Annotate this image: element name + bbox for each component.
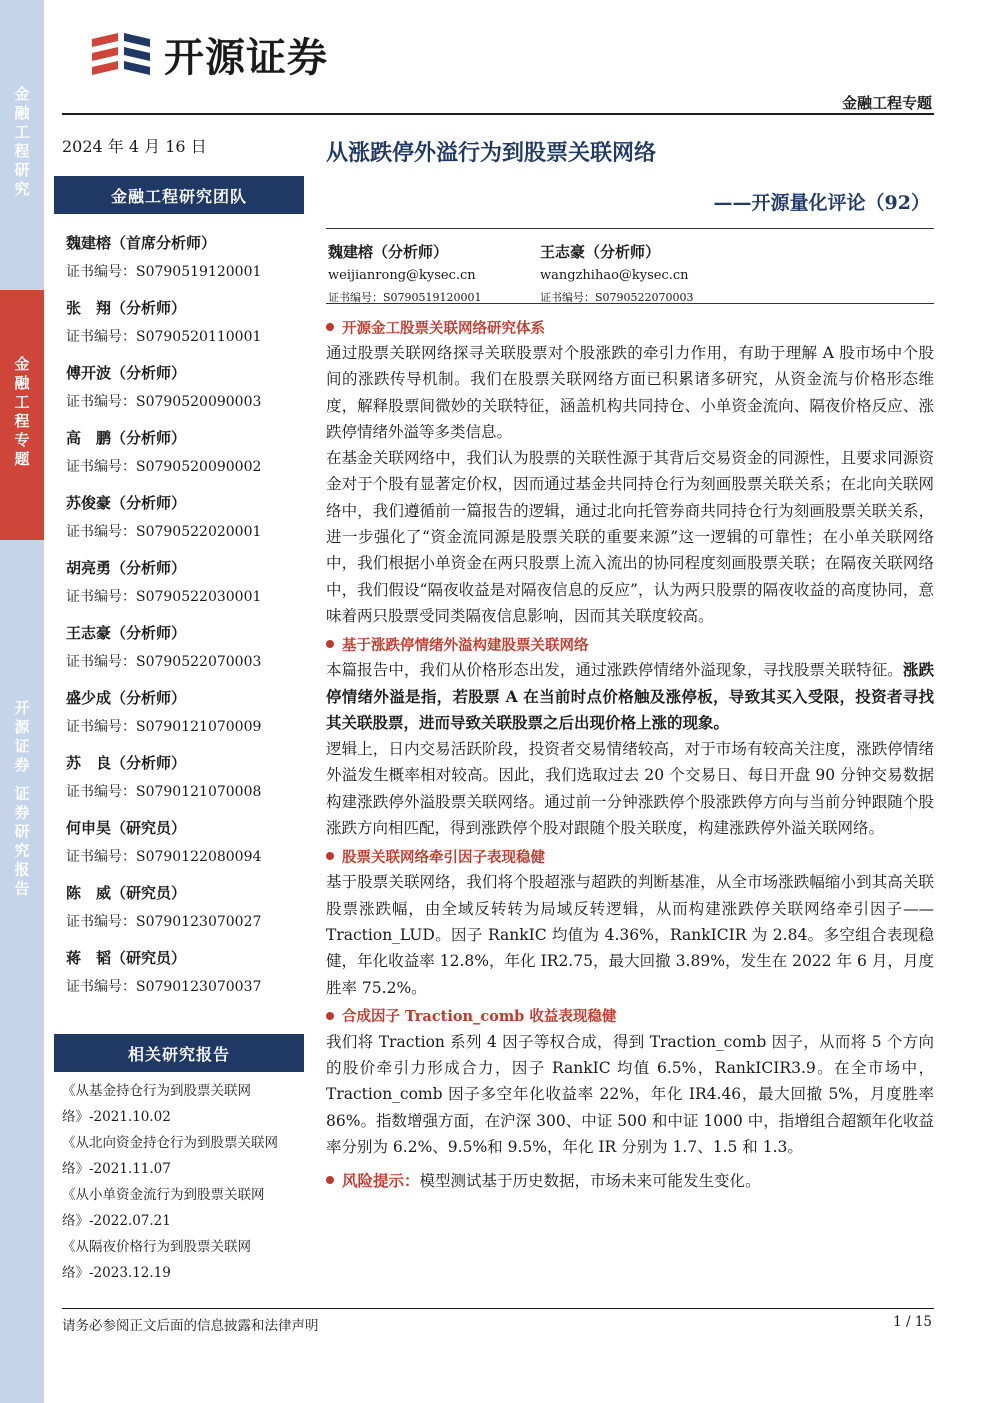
sidebar-segment-brand [0,700,44,920]
section-heading-text: 开源金工股票关联网络研究体系 [342,319,545,337]
team-heading: 金融工程研究团队 [54,176,304,214]
related-report-link[interactable]: 《从北向资金持仓行为到股票关联网络》-2021.11.07 [62,1135,278,1177]
analyst-name: 魏建榕（分析师） [328,243,449,261]
section-heading-text: 股票关联网络牵引因子表现稳健 [342,848,545,866]
footer-divider [62,1308,934,1309]
body-paragraph: 我们将 Traction 系列 4 因子等权合成，得到 Traction_comb 因子，从而将 5 个方向的股价牵引力形成合力，因子 RankIC 均值 6.5%，RankICIR3.9。在全市场中，Traction_comb 因子多空年化收益率 22%，年化 IR4.46，最大回撤 5%，月度胜率 86%。指数增强方面，在沪深 300、中证 500 和中证 1000 中，指增组合超额年化收益率分别为 6.2%、9.5%和 9.5%，年化 IR 分别为 1.7、1.5 和 1.3。 [326,1032,934,1157]
logo-mark-icon [88,29,154,81]
member-cert: 证书编号：S0790520090002 [66,459,262,475]
analyst-name: 王志豪（分析师） [540,243,661,261]
member-name: 高 鹏（分析师） [66,429,187,447]
paragraph-text: 本篇报告中，我们从价格形态出发，通过涨跌停情绪外溢现象，寻找股票关联特征。 [326,661,903,680]
page-number: 1 / 15 [893,1314,932,1330]
analyst-card [540,241,694,305]
report-topic: 金融工程专题 [841,94,932,112]
body-paragraph: 基于股票关联网络，我们将个股超涨与超跌的判断基准，从全市场涨跌幅缩小到其高关联股票涨跌幅，由全域反转转为局域反转逻辑，从而构建涨跌停关联网络牵引因子——Traction_LUD。因子 RankIC 均值为 4.36%，RankICIR 为 2.84。多空组合表现稳健，年化收益率 12.8%，年化 IR2.75，最大回撤 3.89%，发生在 2022 年 6 月，月度胜率 75.2%。 [326,873,934,997]
analyst-email[interactable]: wangzhihao@kysec.cn [540,268,689,283]
member-cert: 证书编号：S0790522020001 [66,524,262,540]
risk-label: 风险提示： [342,1171,420,1191]
member-cert: 证书编号：S0790522030001 [66,589,262,605]
sidebar-label-research: 金融工程研究 [12,86,31,200]
team-member [66,557,306,622]
body-paragraph: 逻辑上，日内交易活跃阶段，投资者交易情绪较高，对于市场有较高关注度，涨跌停情绪外溢发生概率相对较高。因此，我们选取过去 20 个交易日、每日开盘 90 分钟交易数据构建涨跌停外溢股票关联网络。通过前一分钟涨跌停个股涨跌停方向与当前分钟跟随个股涨跌方向相匹配，得到涨跌停个股对跟随个股关联度，构建涨跌停外溢关联网络。 [326,740,934,838]
section-heading [326,631,934,657]
related-heading: 相关研究报告 [54,1034,304,1072]
risk-notice [326,1166,934,1194]
member-cert: 证书编号：S0790520090003 [66,394,262,410]
member-cert: 证书编号：S0790121070008 [66,784,262,800]
member-cert: 证书编号：S0790121070009 [66,719,262,735]
bullet-icon [326,1176,334,1184]
team-member [66,817,306,882]
sidebar-segment-research [0,86,44,206]
section-heading-text: 合成因子 Traction_comb 收益表现稳健 [342,1008,617,1026]
member-cert: 证书编号：S0790519120001 [66,264,262,280]
member-cert: 证书编号：S0790522070003 [66,654,262,670]
sidebar-label-brand: 开源证券 证券研究报告 [12,700,31,900]
header-divider [62,113,934,115]
member-name: 盛少成（分析师） [66,689,187,707]
bullet-icon [326,323,334,331]
logo-name: 开源证券 [164,35,328,81]
section-heading-text: 基于涨跌停情绪外溢构建股票关联网络 [342,636,589,654]
team-member [66,622,306,687]
body-paragraph [326,657,934,736]
report-body [326,314,934,1194]
member-name: 胡亮勇（分析师） [66,559,187,577]
bullet-icon [326,852,334,860]
member-name: 何申昊（研究员） [66,819,187,837]
sidebar-segment-topic [0,290,44,540]
sidebar-label-topic: 金融工程专题 [12,356,31,470]
body-paragraph: 在基金关联网络中，我们认为股票的关联性源于其背后交易资金的同源性，且要求同源资金对于个股有显著定价权，因而通过基金共同持仓行为刻画股票关联关系；在北向关联网络中，我们遵循前一篇报告的逻辑，通过北向托管券商共同持仓行为刻画股票关联关系，进一步强化了“资金流同源是股票关联的重要来源”这一逻辑的可靠性；在小单关联网络中，我们根据小单资金在两只股票上流入流出的协同程度刻画股票关联；在隔夜关联网络中，我们假设“隔夜收益是对隔夜信息的反应”，认为两只股票的隔夜收益的高度协同，意味着两只股票受同类隔夜信息影响，因而其关联度较高。 [326,449,934,625]
team-member [66,947,306,1012]
body-paragraph: 通过股票关联网络探寻关联股票对个股涨跌的牵引力作用，有助于理解 A 股市场中个股间的涨跌传导机制。我们在股票关联网络方面已积累诸多研究，从资金流与价格形态维度，解释股票间微妙的关联特征，涵盖机构共同持仓、小单资金流向、隔夜价格反应、涨跌停情绪外溢等多类信息。 [326,344,934,441]
member-cert: 证书编号：S0790123070037 [66,979,262,995]
related-report-link[interactable]: 《从小单资金流行为到股票关联网络》-2022.07.21 [62,1187,265,1229]
report-subtitle: ——开源量化评论（92） [713,192,930,214]
related-report-link[interactable]: 《从隔夜价格行为到股票关联网络》-2023.12.19 [62,1239,251,1281]
report-date: 2024 年 4 月 16 日 [62,137,207,156]
risk-text: 模型测试基于历史数据，市场未来可能发生变化。 [419,1172,761,1191]
analyst-email[interactable]: weijianrong@kysec.cn [328,268,476,283]
team-member [66,687,306,752]
member-name: 王志豪（分析师） [66,624,187,642]
team-member [66,232,306,297]
team-member [66,882,306,947]
emphasis-text: 涨跌停情绪外溢是指，若股票 A 在当前时点价格触及涨停板，导致其买入受限，投资者寻找其关联股票，进而导致关联股票之后出现价格上涨的现象。 [326,660,934,732]
report-title: 从涨跌停外溢行为到股票关联网络 [326,140,657,166]
related-reports-list [62,1078,308,1286]
team-member [66,297,306,362]
member-name: 苏 良（分析师） [66,754,187,772]
team-member [66,362,306,427]
analyst-card [328,241,482,305]
team-member [66,752,306,817]
left-sidebar [0,0,44,1403]
section-heading [326,1003,934,1029]
member-cert: 证书编号：S0790520110001 [66,329,262,345]
member-name: 蒋 韬（研究员） [66,949,187,967]
team-member [66,492,306,557]
footer-disclaimer: 请务必参阅正文后面的信息披露和法律声明 [62,1318,319,1334]
company-logo [88,26,328,83]
member-name: 魏建榕（首席分析师） [66,234,217,252]
member-name: 陈 威（研究员） [66,884,187,902]
member-cert: 证书编号：S0790122080094 [66,849,262,865]
member-name: 张 翔（分析师） [66,299,187,317]
member-name: 傅开波（分析师） [66,364,187,382]
team-list [66,232,306,1012]
section-heading [326,314,934,340]
analyst-block [326,228,934,304]
member-cert: 证书编号：S0790123070027 [66,914,262,930]
team-member [66,427,306,492]
bullet-icon [326,1012,334,1020]
related-report-link[interactable]: 《从基金持仓行为到股票关联网络》-2021.10.02 [62,1083,251,1125]
analyst-cert: 证书编号：S0790519120001 [328,291,482,304]
analyst-cert: 证书编号：S0790522070003 [540,291,694,304]
section-heading [326,843,934,869]
member-name: 苏俊豪（分析师） [66,494,187,512]
bullet-icon [326,640,334,648]
